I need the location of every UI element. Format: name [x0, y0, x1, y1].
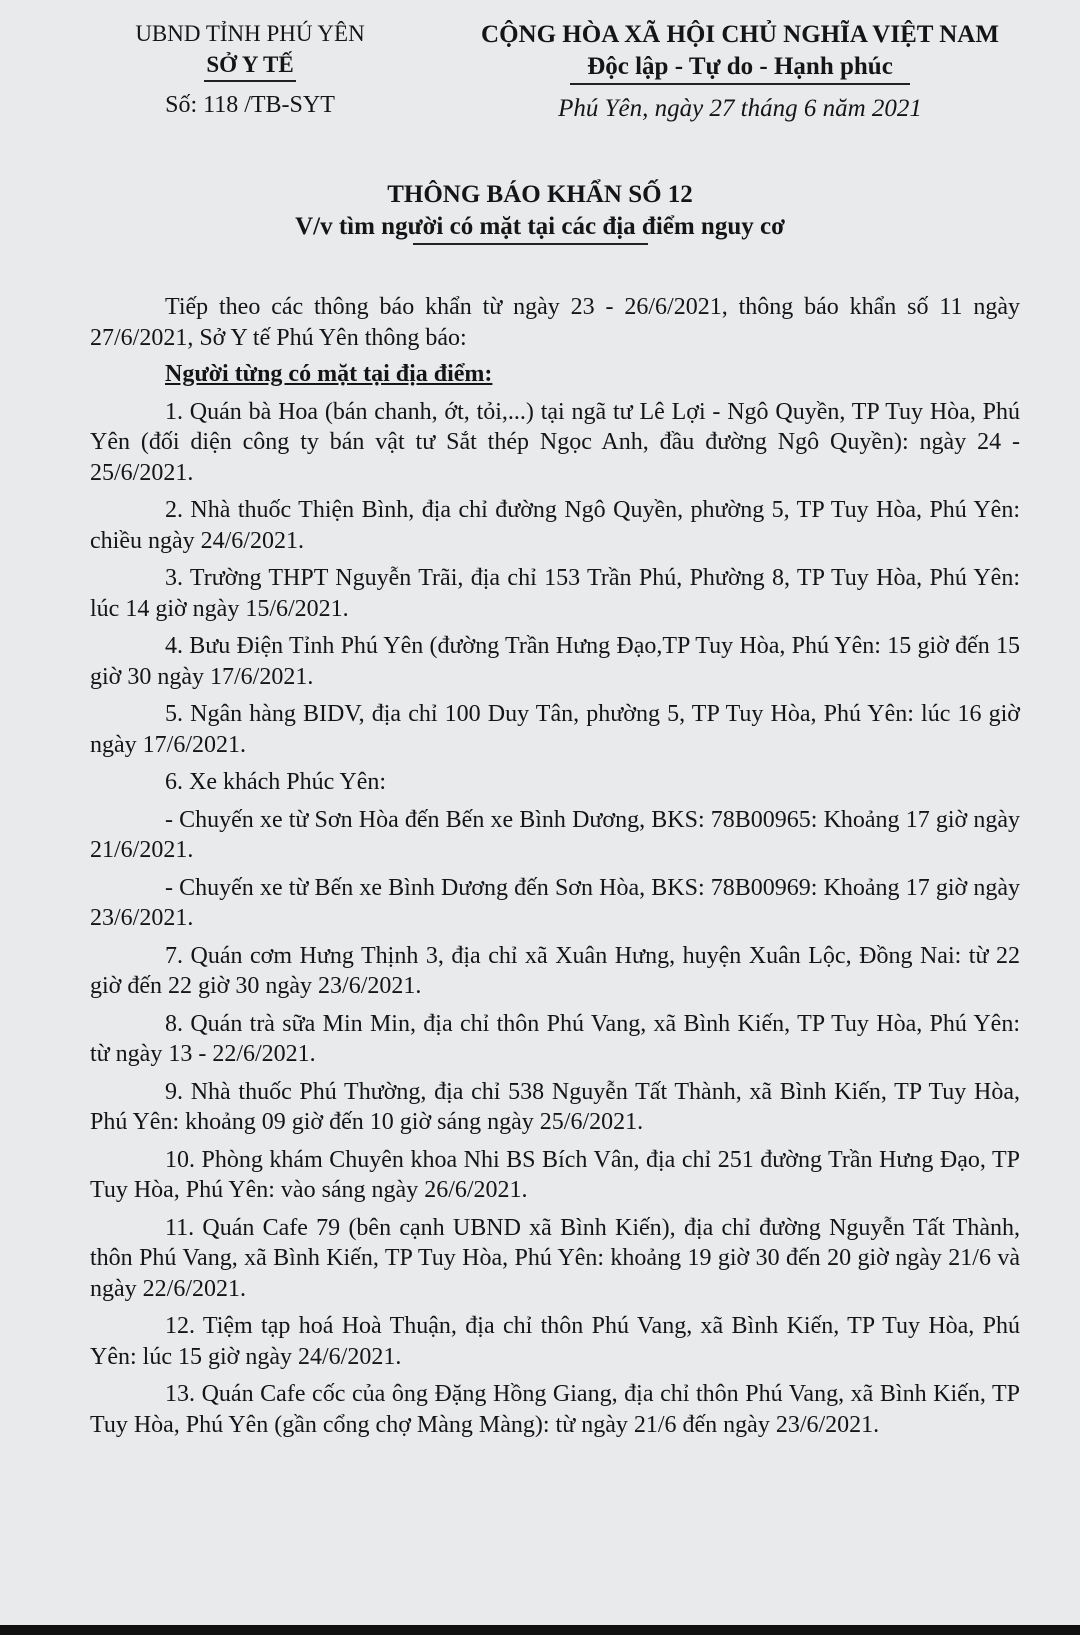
- national-motto: Độc lập - Tự do - Hạnh phúc: [587, 53, 893, 80]
- nation-block: [440, 18, 1040, 123]
- issue-date: Phú Yên, ngày 27 tháng 6 năm 2021: [558, 94, 922, 122]
- list-item: 7. Quán cơm Hưng Thịnh 3, địa chỉ xã Xuân Hưng, huyện Xuân Lộc, Đồng Nai: từ 22 giờ đến 22 giờ 30 ngày 23/6/2021.: [90, 942, 1020, 999]
- list-item: 2. Nhà thuốc Thiện Bình, địa chỉ đường Ngô Quyền, phường 5, TP Tuy Hòa, Phú Yên: chiều ngày 24/6/2021.: [90, 497, 1020, 554]
- list-subitem: - Chuyến xe từ Sơn Hòa đến Bến xe Bình Dương, BKS: 78B00965: Khoảng 17 giờ ngày 21/6/2021.: [90, 806, 1020, 863]
- issuer-block: [60, 18, 440, 121]
- list-item: 13. Quán Cafe cốc của ông Đặng Hồng Giang, địa chỉ thôn Phú Vang, xã Bình Kiến, TP Tuy Hòa, Phú Yên (gần cổng chợ Màng Màng): từ ngày 21/6 đến ngày 23/6/2021.: [90, 1381, 1020, 1438]
- department-underline: [204, 80, 296, 82]
- document-body: [90, 292, 1020, 1440]
- intro-paragraph: Tiếp theo các thông báo khẩn từ ngày 23 - 26/6/2021, thông báo khẩn số 11 ngày 27/6/2021, Sở Y tế Phú Yên thông báo:: [90, 294, 1020, 351]
- list-item: 4. Bưu Điện Tỉnh Phú Yên (đường Trần Hưng Đạo,TP Tuy Hòa, Phú Yên: 15 giờ đến 15 giờ 30 ngày 17/6/2021.: [90, 633, 1020, 690]
- list-item: 8. Quán trà sữa Min Min, địa chỉ thôn Phú Vang, xã Bình Kiến, TP Tuy Hòa, Phú Yên: từ ngày 13 - 22/6/2021.: [90, 1010, 1020, 1067]
- document-number: Số: 118 /TB-SYT: [165, 91, 335, 118]
- list-subitem: - Chuyến xe từ Bến xe Bình Dương đến Sơn Hòa, BKS: 78B00969: Khoảng 17 giờ ngày 23/6/2021.: [90, 874, 1020, 931]
- bottom-edge-bar: [0, 1625, 1080, 1635]
- motto-underline: [570, 83, 910, 85]
- department-name: SỞ Y TẾ: [206, 52, 294, 77]
- list-item: 6. Xe khách Phúc Yên:: [165, 769, 387, 795]
- agency-name: UBND TỈNH PHÚ YÊN: [135, 21, 365, 46]
- list-item: 5. Ngân hàng BIDV, địa chỉ 100 Duy Tân, phường 5, TP Tuy Hòa, Phú Yên: lúc 16 giờ ngày 17/6/2021.: [90, 701, 1020, 758]
- document-subject: V/v tìm người có mặt tại các địa điểm nguy cơ: [295, 213, 785, 240]
- list-item: 9. Nhà thuốc Phú Thường, địa chỉ 538 Nguyễn Tất Thành, xã Bình Kiến, TP Tuy Hòa, Phú Yên: khoảng 09 giờ đến 10 giờ sáng ngày 25/6/2021.: [90, 1078, 1020, 1135]
- list-item: 1. Quán bà Hoa (bán chanh, ớt, tỏi,...) tại ngã tư Lê Lợi - Ngô Quyền, TP Tuy Hòa, Phú Yên (đối diện công ty bán vật tư Sắt thép Ngọc Anh, đầu đường Ngô Quyền): ngày 24 - 25/6/2021.: [90, 398, 1020, 486]
- list-item: 3. Trường THPT Nguyễn Trãi, địa chỉ 153 Trần Phú, Phường 8, TP Tuy Hòa, Phú Yên: lúc 14 giờ ngày 15/6/2021.: [90, 565, 1020, 622]
- document-title: THÔNG BÁO KHẨN SỐ 12: [387, 181, 693, 208]
- nation-name: CỘNG HÒA XÃ HỘI CHỦ NGHĨA VIỆT NAM: [481, 21, 999, 48]
- title-block: [0, 178, 1080, 245]
- list-item: 10. Phòng khám Chuyên khoa Nhi BS Bích Vân, địa chỉ 251 đường Trần Hưng Đạo, TP Tuy Hòa, Phú Yên: vào sáng ngày 26/6/2021.: [90, 1146, 1020, 1203]
- list-item: 12. Tiệm tạp hoá Hoà Thuận, địa chỉ thôn Phú Vang, xã Bình Kiến, TP Tuy Hòa, Phú Yên: lúc 15 giờ ngày 24/6/2021.: [90, 1313, 1020, 1370]
- list-item: 11. Quán Cafe 79 (bên cạnh UBND xã Bình Kiến), địa chỉ đường Nguyễn Tất Thành, thôn Phú Vang, xã Bình Kiến, TP Tuy Hòa, Phú Yên: khoảng 19 giờ 30 đến 20 giờ ngày 21/6 và ngày 22/6/2021.: [90, 1214, 1020, 1302]
- section-heading: Người từng có mặt tại địa điểm:: [165, 361, 493, 387]
- subject-underline: [413, 243, 648, 245]
